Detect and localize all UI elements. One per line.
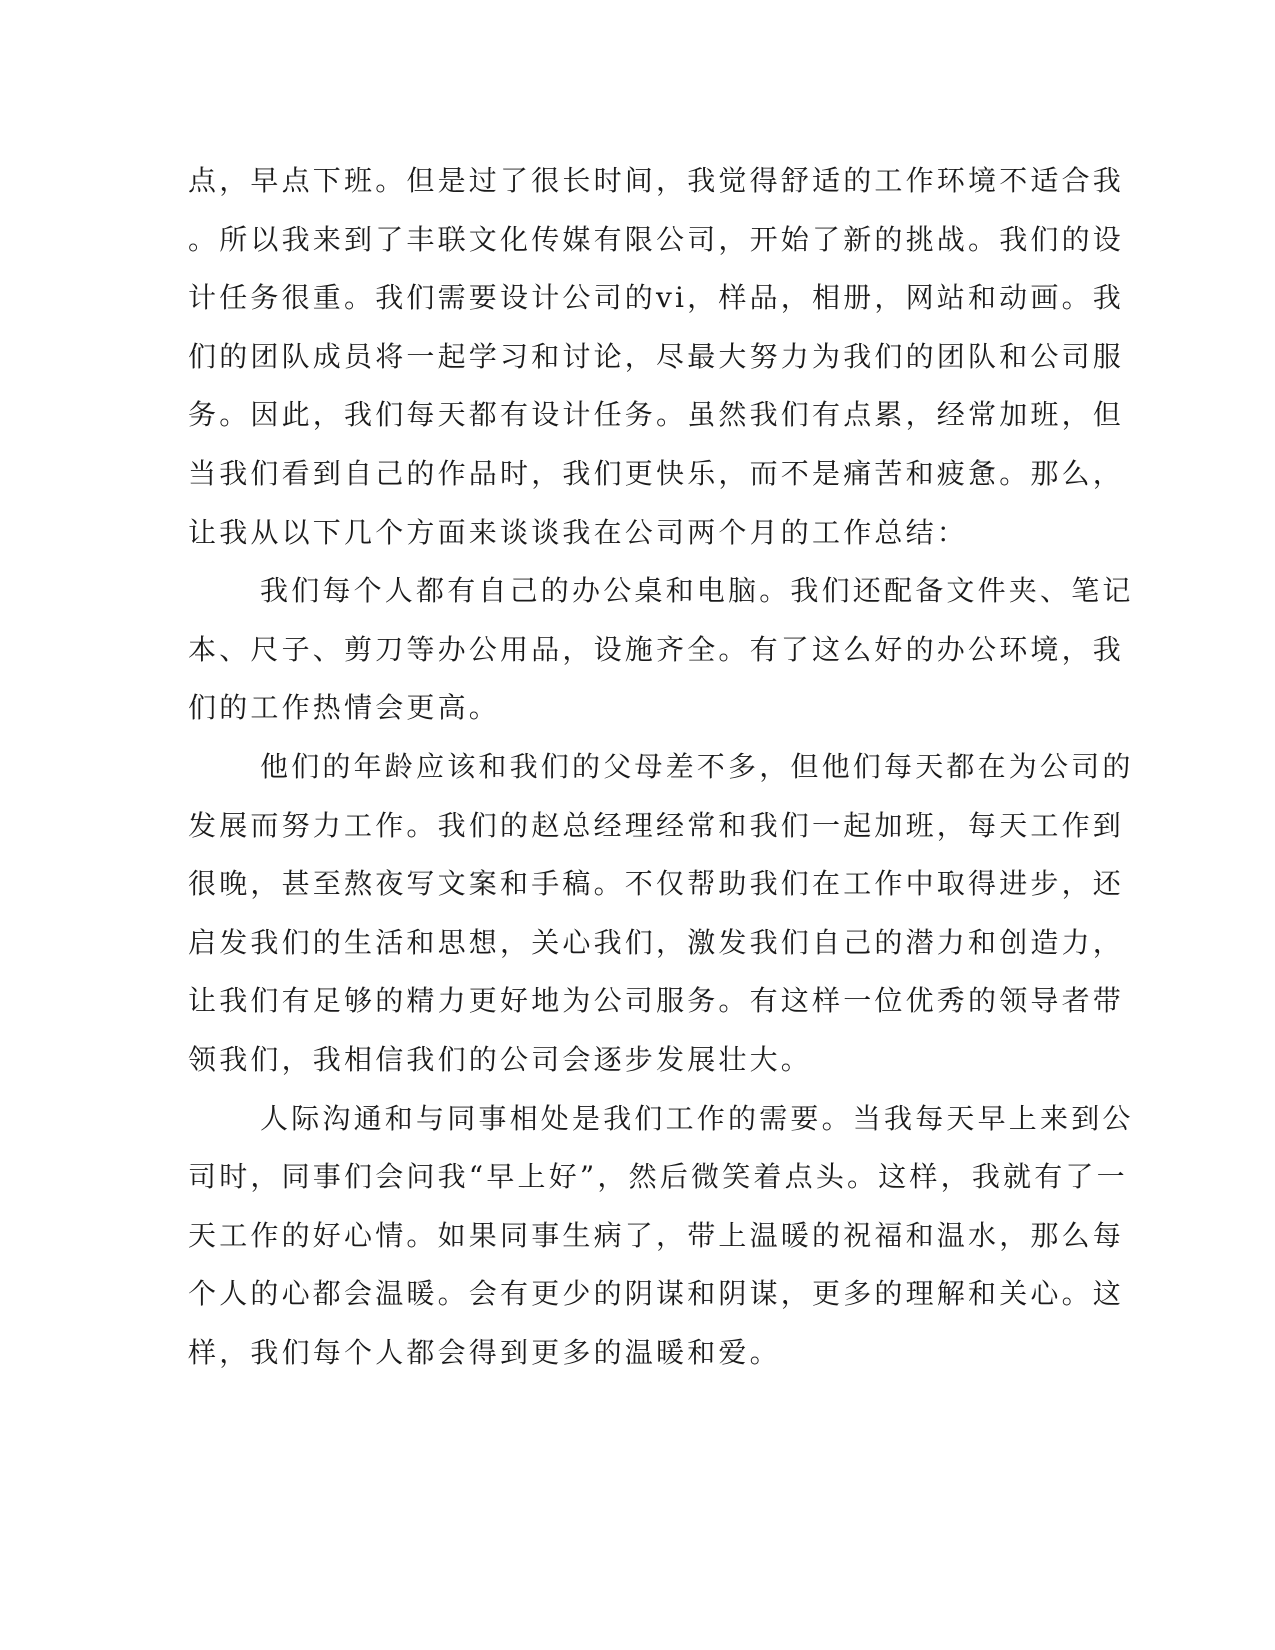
text-line: 启发我们的生活和思想，关心我们，激发我们自己的潜力和创造力， xyxy=(188,925,1125,959)
text-line: 很晚，甚至熬夜写文案和手稿。不仅帮助我们在工作中取得进步，还 xyxy=(188,867,1125,901)
paragraph-start-line: 他们的年龄应该和我们的父母差不多，但他们每天都在为公司的 xyxy=(260,749,1134,783)
text-line: 样，我们每个人都会得到更多的温暖和爱。 xyxy=(188,1335,781,1369)
text-line: 让我们有足够的精力更好地为公司服务。有这样一位优秀的领导者带 xyxy=(188,984,1125,1018)
text-line: 本、尺子、剪刀等办公用品，设施齐全。有了这么好的办公环境，我 xyxy=(188,632,1125,666)
text-line: 司时，同事们会问我“早上好”，然后微笑着点头。这样，我就有了一 xyxy=(188,1160,1128,1194)
paragraph-start-line: 我们每个人都有自己的办公桌和电脑。我们还配备文件夹、笔记 xyxy=(260,574,1134,608)
text-line: 们的团队成员将一起学习和讨论，尽最大努力为我们的团队和公司服 xyxy=(188,339,1125,373)
text-line: 。所以我来到了丰联文化传媒有限公司，开始了新的挑战。我们的设 xyxy=(188,222,1125,256)
body-text xyxy=(188,152,1134,1382)
text-line: 们的工作热情会更高。 xyxy=(188,691,501,725)
text-line: 让我从以下几个方面来谈谈我在公司两个月的工作总结： xyxy=(188,515,969,549)
text-line: 领我们，我相信我们的公司会逐步发展壮大。 xyxy=(188,1042,813,1076)
text-line: 发展而努力工作。我们的赵总经理经常和我们一起加班，每天工作到 xyxy=(188,808,1125,842)
text-line: 计任务很重。我们需要设计公司的vi，样品，相册，网站和动画。我 xyxy=(188,281,1124,315)
paragraph-start-line: 人际沟通和与同事相处是我们工作的需要。当我每天早上来到公 xyxy=(260,1101,1134,1135)
text-line: 点，早点下班。但是过了很长时间，我觉得舒适的工作环境不适合我 xyxy=(188,164,1125,197)
text-line: 个人的心都会温暖。会有更少的阴谋和阴谋，更多的理解和关心。这 xyxy=(188,1277,1125,1311)
text-line: 务。因此，我们每天都有设计任务。虽然我们有点累，经常加班，但 xyxy=(188,398,1125,432)
text-line: 天工作的好心情。如果同事生病了，带上温暖的祝福和温水，那么每 xyxy=(188,1218,1125,1252)
text-line: 当我们看到自己的作品时，我们更快乐，而不是痛苦和疲惫。那么， xyxy=(188,456,1125,490)
